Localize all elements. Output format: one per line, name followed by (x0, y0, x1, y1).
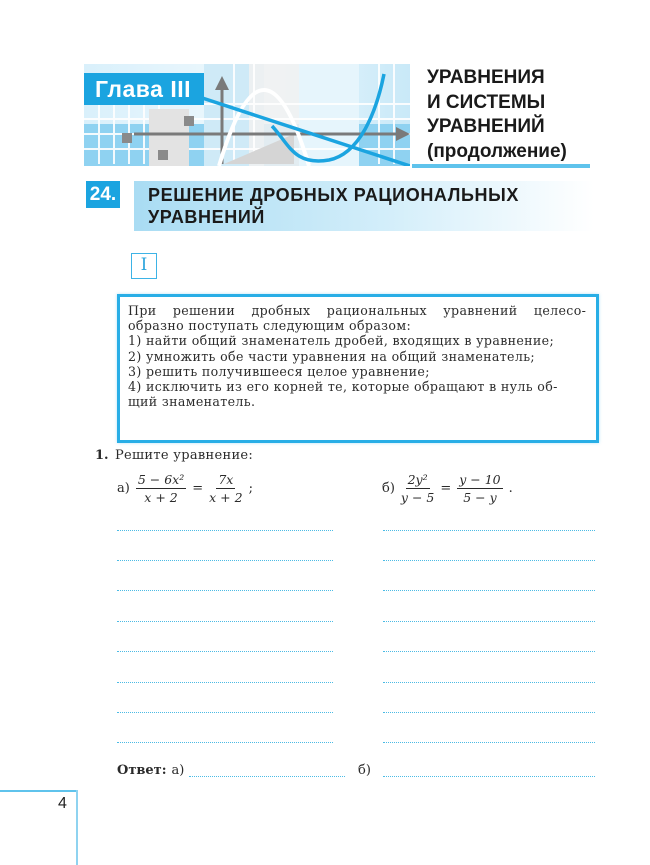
chapter-title (427, 66, 567, 164)
rule-line: щий знаменатель. (128, 394, 256, 410)
writing-line-a[interactable] (117, 530, 333, 531)
fraction-denominator: x + 2 (209, 490, 243, 505)
exercise-prompt: Решите уравнение: (115, 448, 254, 463)
answer-label: Ответ: (117, 763, 167, 778)
writing-line-a[interactable] (117, 742, 333, 743)
fraction-numerator: 5 − 6x² (137, 472, 185, 487)
page-number: 4 (58, 795, 67, 812)
chapter-tag: Глава III (84, 73, 204, 105)
rule-line: При решении дробных рациональных уравнений целесо- (128, 303, 587, 318)
writing-line-a[interactable] (117, 560, 333, 561)
page-margin-line (76, 790, 78, 865)
rule-line: 1) найти общий знаменатель дробей, входящих в уравнение; (128, 333, 555, 349)
fraction-numerator: 7x (218, 472, 234, 487)
writing-line-b[interactable] (383, 651, 595, 652)
writing-line-b[interactable] (383, 530, 595, 531)
writing-line-b[interactable] (383, 712, 595, 713)
writing-line-b[interactable] (383, 590, 595, 591)
writing-line-b[interactable] (383, 682, 595, 683)
equation-a-label: а) (117, 481, 130, 496)
equation-end-punct: ; (248, 481, 253, 496)
fraction-numerator: y − 10 (459, 472, 501, 487)
rule-line: образно поступать следующим образом: (128, 318, 412, 334)
writing-line-a[interactable] (117, 590, 333, 591)
difficulty-level-marker: I (131, 253, 157, 279)
equation-a (117, 472, 253, 505)
answer-b-field[interactable] (383, 776, 595, 777)
equation-a-lhs-fraction (136, 472, 186, 505)
equals-sign: = (440, 481, 452, 496)
chapter-title-line: УРАВНЕНИЙ (427, 116, 545, 137)
equation-b-label: б) (382, 481, 395, 496)
answer-a-label: а) (171, 763, 185, 778)
writing-line-a[interactable] (117, 651, 333, 652)
chapter-title-line: (продолжение) (427, 140, 567, 162)
page-corner-line (0, 790, 78, 792)
section-title (148, 184, 519, 228)
rule-text (128, 303, 591, 409)
equation-b (382, 472, 513, 505)
equation-b-rhs-fraction (457, 472, 502, 505)
fraction-numerator: 2y² (407, 472, 428, 487)
equation-b-lhs-fraction (401, 472, 434, 505)
writing-line-a[interactable] (117, 682, 333, 683)
rule-line: 4) исключить из его корней те, которые обращают в нуль об- (128, 379, 558, 395)
answer-a-field[interactable] (189, 776, 345, 777)
chapter-underline (412, 164, 590, 168)
equation-end-punct: . (508, 481, 513, 496)
fraction-denominator: y − 5 (400, 490, 435, 505)
writing-line-b[interactable] (383, 560, 595, 561)
writing-line-b[interactable] (383, 742, 595, 743)
equals-sign: = (192, 481, 204, 496)
exercise-number: 1. (95, 448, 109, 463)
answer-row (117, 763, 184, 778)
section-number: 24. (86, 181, 120, 208)
writing-line-a[interactable] (117, 621, 333, 622)
answer-b-label: б) (358, 763, 371, 778)
chapter-title-line: УРАВНЕНИЯ (427, 67, 545, 88)
fraction-denominator: x + 2 (144, 490, 178, 505)
chapter-title-line: И СИСТЕМЫ (427, 91, 546, 113)
rule-line: 3) решить получившееся целое уравнение; (128, 363, 430, 379)
section-title-line: РЕШЕНИЕ ДРОБНЫХ РАЦИОНАЛЬНЫХ (148, 185, 519, 205)
rule-line: 2) умножить обе части уравнения на общий знаменатель; (128, 348, 536, 364)
fraction-denominator: 5 − y (463, 490, 497, 505)
writing-line-a[interactable] (117, 712, 333, 713)
writing-line-b[interactable] (383, 621, 595, 622)
equation-a-rhs-fraction (209, 472, 242, 505)
section-title-line: УРАВНЕНИЙ (148, 207, 265, 227)
